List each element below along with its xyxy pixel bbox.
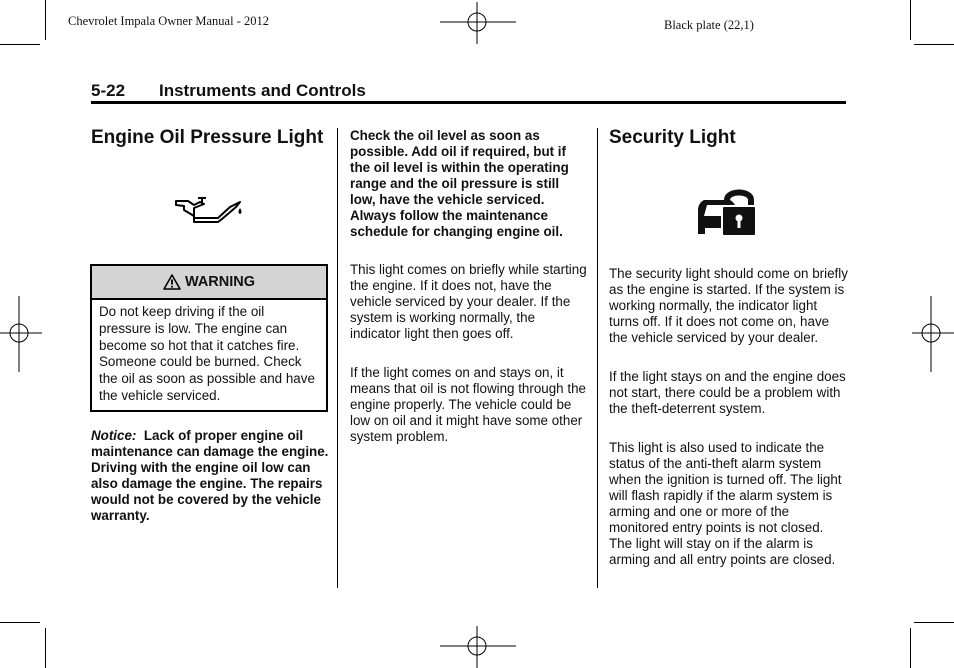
page-number: 5-22: [91, 81, 126, 100]
manual-title: Chevrolet Impala Owner Manual - 2012: [68, 14, 269, 28]
notice-label: Notice:: [91, 428, 137, 443]
warning-label: WARNING: [184, 274, 256, 290]
warning-triangle-icon: [163, 274, 181, 290]
section-title: Instruments and Controls: [159, 81, 366, 100]
crop-mark: [0, 44, 40, 45]
warning-text: Do not keep driving if the oil pressure is low. The engine can become so hot that it catches fire. Someone could be burned. Check the oil as soon as possible and have the vehicle serviced.: [99, 304, 315, 403]
crop-mark: [45, 628, 46, 668]
header-rule: [91, 101, 846, 104]
oil-light-paragraph-2: If the light comes on and stays on, it means that oil is not flowing through the engine properly. The vehicle could be low on oil and it might have some other system problem.: [350, 365, 586, 444]
crop-mark: [910, 628, 911, 668]
engine-oil-pressure-title: Engine Oil Pressure Light: [91, 127, 324, 148]
notice-text: Lack of proper engine oil maintenance can damage the engine. Driving with the engine oil low can also damage the engine. The repairs would not be covered by the vehicle warranty.: [91, 428, 329, 523]
page-header: [91, 81, 846, 101]
warning-box: [90, 264, 328, 412]
notice-paragraph: [91, 428, 331, 524]
registration-mark-bottom-icon: [440, 624, 516, 668]
column-divider: [337, 128, 338, 588]
security-paragraph-3: This light is also used to indicate the status of the anti-theft alarm system when the ignition is turned off. The light will flash rapidly if the alarm system is arming and one or more of the monitored entry points is not closed. The light will stay on if the alarm is arming and all entry points are closed.: [609, 440, 842, 567]
warning-header: [92, 266, 326, 300]
oil-light-paragraph-1: This light comes on briefly while starting the engine. If it does not, have the vehicle serviced by your dealer. If the system is working normally, the indicator light then goes off.: [350, 262, 587, 341]
security-paragraph-1: The security light should come on briefly as the engine is started. If the system is working normally, the indicator light turns off. If it does not come on, have the vehicle serviced by your dealer.: [609, 266, 848, 345]
column-divider: [597, 128, 598, 588]
oil-can-icon: [174, 196, 244, 226]
crop-mark: [914, 44, 954, 45]
crop-mark: [914, 622, 954, 623]
security-car-lock-icon: [696, 186, 760, 238]
registration-mark-top-icon: [440, 2, 516, 46]
security-paragraph-2: If the light stays on and the engine does not start, there could be a problem with the theft-deterrent system.: [609, 369, 846, 416]
registration-mark-right-icon: [912, 296, 954, 372]
crop-mark: [45, 0, 46, 40]
security-light-title: Security Light: [609, 127, 736, 148]
crop-mark: [910, 0, 911, 40]
plate-info: Black plate (22,1): [664, 18, 754, 32]
oil-check-paragraph: Check the oil level as soon as possible. Add oil if required, but if the oil level is within the operating range and the oil pressure is still low, have the vehicle serviced. Always follow the maintenance schedule for changing engine oil.: [350, 128, 569, 239]
registration-mark-left-icon: [0, 296, 42, 372]
crop-mark: [0, 622, 40, 623]
